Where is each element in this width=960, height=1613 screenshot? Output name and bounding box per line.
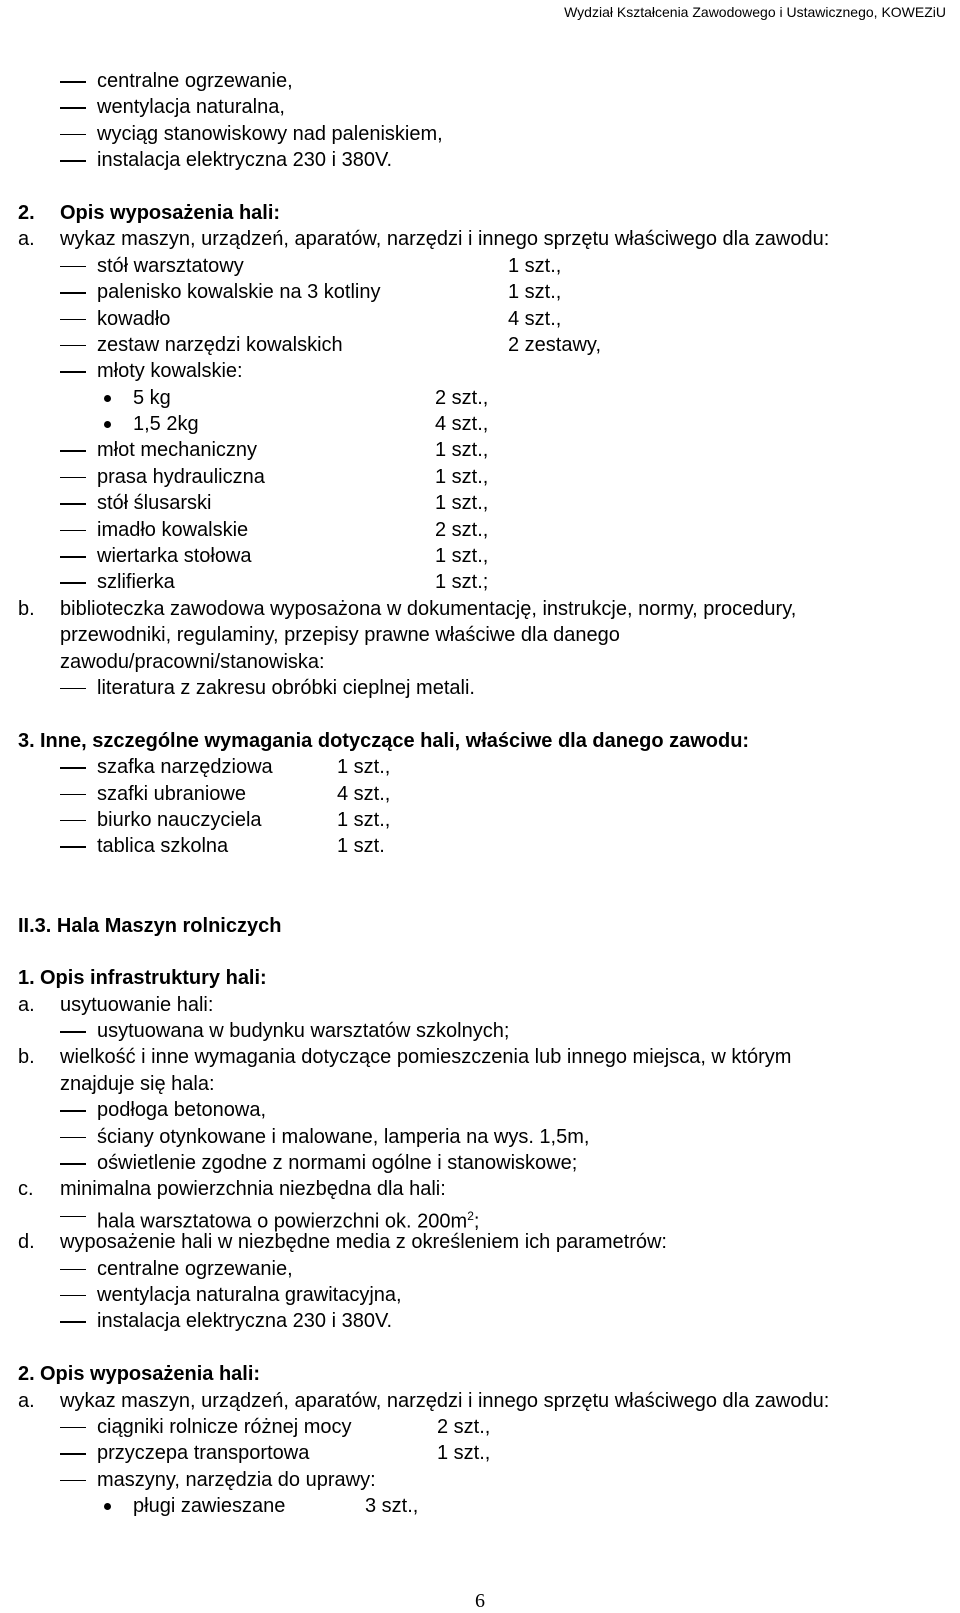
section-title: Opis wyposażenia hali: [40, 1363, 261, 1386]
list-item [0, 68, 960, 94]
equipment-row [0, 1440, 960, 1466]
equipment-quantity: 1 szt., [337, 808, 391, 831]
section-title: Opis wyposażenia hali: [60, 201, 281, 224]
subsection-text: wykaz maszyn, urządzeń, aparatów, narzędzi i innego sprzętu właściwego dla zawodu: [60, 1389, 830, 1412]
equipment-row [0, 1467, 960, 1493]
round-bullet-icon [104, 395, 111, 402]
equipment-name: stół ślusarski [97, 492, 212, 515]
subsection-label: c. [18, 1178, 34, 1201]
equipment-name: kowadło [97, 307, 171, 330]
superscript: 2 [467, 1208, 474, 1223]
equipment-name: pługi zawieszane [133, 1495, 286, 1518]
dash-bullet-icon [60, 1216, 86, 1218]
list-item [0, 1308, 960, 1334]
dash-bullet-icon [60, 503, 86, 505]
list-item-text: podłoga betonowa, [97, 1099, 267, 1122]
equipment-quantity: 2 szt., [435, 386, 489, 409]
dash-bullet-icon [60, 266, 86, 268]
subsection-text: biblioteczka zawodowa wyposażona w dokumentację, instrukcje, normy, procedury, [60, 597, 797, 620]
dash-bullet-icon [60, 846, 86, 848]
list-item [0, 147, 960, 173]
list-item [0, 1124, 960, 1150]
equipment-quantity: 1 szt., [435, 545, 489, 568]
equipment-name: wiertarka stołowa [97, 545, 252, 568]
list-item-text: wyciąg stanowiskowy nad paleniskiem, [97, 122, 443, 145]
equipment-row [0, 807, 960, 833]
equipment-subrow [0, 385, 960, 411]
dash-bullet-icon [60, 1480, 86, 1482]
equipment-name: stół warsztatowy [97, 254, 244, 277]
dash-bullet-icon [60, 1321, 86, 1323]
subsection-label: a. [18, 228, 35, 251]
equipment-name: szafka narzędziowa [97, 756, 273, 779]
list-item-text: literatura z zakresu obróbki cieplnej metali. [97, 676, 475, 699]
list-item [0, 675, 960, 701]
equipment-name: palenisko kowalskie na 3 kotliny [97, 281, 381, 304]
dash-bullet-icon [60, 292, 86, 294]
subsection-label: a. [18, 993, 35, 1016]
dash-bullet-icon [60, 688, 86, 690]
equipment-quantity: 1 szt., [435, 492, 489, 515]
equipment-row [0, 332, 960, 358]
equipment-quantity: 1 szt., [435, 465, 489, 488]
equipment-name: przyczepa transportowa [97, 1442, 310, 1465]
chapter-heading [0, 913, 960, 939]
section-heading [0, 965, 960, 991]
equipment-quantity: 4 szt., [435, 413, 489, 436]
list-item [0, 1256, 960, 1282]
equipment-row [0, 464, 960, 490]
equipment-name: prasa hydrauliczna [97, 465, 265, 488]
subsection-continuation [0, 1071, 960, 1097]
area-text: hala warsztatowa o powierzchni ok. 200m [97, 1210, 468, 1233]
subsection-label: a. [18, 1389, 35, 1412]
dash-bullet-icon [60, 345, 86, 347]
list-item-text: ściany otynkowane i malowane, lamperia na wys. 1,5m, [97, 1125, 590, 1148]
list-item-text: instalacja elektryczna 230 i 380V. [97, 1310, 392, 1333]
subsection-continuation [0, 649, 960, 675]
section-heading [0, 200, 960, 226]
list-item [0, 1097, 960, 1123]
dash-bullet-icon [60, 820, 86, 822]
dash-bullet-icon [60, 794, 86, 796]
equipment-quantity: 1 szt., [435, 439, 489, 462]
subsection [0, 596, 960, 622]
page-number: 6 [475, 1590, 485, 1612]
dash-bullet-icon [60, 556, 86, 558]
dash-bullet-icon [60, 1427, 86, 1429]
equipment-quantity: 2 szt., [435, 518, 489, 541]
dash-bullet-icon [60, 1137, 86, 1139]
subsection [0, 1229, 960, 1255]
list-item [0, 1150, 960, 1176]
dash-bullet-icon [60, 319, 86, 321]
section-heading [0, 1361, 960, 1387]
dash-bullet-icon [60, 767, 86, 769]
list-item-text: oświetlenie zgodne z normami ogólne i stanowiskowe; [97, 1152, 578, 1175]
subsection [0, 1176, 960, 1202]
dash-bullet-icon [60, 160, 86, 162]
list-item-text: wentylacja naturalna grawitacyjna, [97, 1283, 402, 1306]
dash-bullet-icon [60, 1163, 86, 1165]
equipment-row [0, 517, 960, 543]
dash-bullet-icon [60, 107, 86, 109]
dash-bullet-icon [60, 477, 86, 479]
page-header: Wydział Kształcenia Zawodowego i Ustawicznego, KOWEZiU [564, 4, 946, 20]
equipment-name: szlifierka [97, 571, 175, 594]
dash-bullet-icon [60, 530, 86, 532]
list-item-text: centralne ogrzewanie, [97, 70, 293, 92]
equipment-row [0, 569, 960, 595]
equipment-name: imadło kowalskie [97, 518, 249, 541]
list-item-text: instalacja elektryczna 230 i 380V. [97, 149, 392, 172]
equipment-name: szafki ubraniowe [97, 782, 246, 805]
subsection [0, 1388, 960, 1414]
equipment-name: młot mechaniczny [97, 439, 258, 462]
subsection-text: wielkość i inne wymagania dotyczące pomieszczenia lub innego miejsca, w którym [60, 1046, 792, 1069]
equipment-row [0, 490, 960, 516]
dash-bullet-icon [60, 450, 86, 452]
equipment-row [0, 1414, 960, 1440]
equipment-row [0, 543, 960, 569]
subsection-continuation [0, 622, 960, 648]
equipment-quantity: 4 szt., [508, 307, 562, 330]
dash-bullet-icon [60, 1031, 86, 1033]
round-bullet-icon [104, 1503, 111, 1510]
equipment-name: 1,5 2kg [133, 413, 199, 436]
list-item-text: wentylacja naturalna, [97, 96, 285, 119]
list-item-text: centralne ogrzewanie, [97, 1257, 293, 1280]
dash-bullet-icon [60, 1295, 86, 1297]
list-item [0, 1018, 960, 1044]
document-body [0, 68, 960, 1519]
subsection [0, 992, 960, 1018]
round-bullet-icon [104, 421, 111, 428]
dash-bullet-icon [60, 1269, 86, 1271]
equipment-quantity: 1 szt. [337, 835, 385, 858]
equipment-subrow [0, 411, 960, 437]
equipment-row [0, 253, 960, 279]
section-number: 2. [18, 201, 35, 224]
subsection-text: przewodniki, regulaminy, przepisy prawne właściwe dla danego [60, 624, 620, 647]
equipment-row [0, 306, 960, 332]
equipment-quantity: 1 szt., [508, 281, 562, 304]
subsection-text: znajduje się hala: [60, 1072, 215, 1095]
equipment-name: maszyny, narzędzia do uprawy: [97, 1468, 376, 1491]
equipment-name: 5 kg [133, 386, 171, 409]
dash-bullet-icon [60, 1453, 86, 1455]
equipment-quantity: 1 szt., [337, 756, 391, 779]
equipment-subrow [0, 1493, 960, 1519]
equipment-name: biurko nauczyciela [97, 808, 262, 831]
equipment-quantity: 3 szt., [365, 1495, 419, 1518]
subsection-text: wykaz maszyn, urządzeń, aparatów, narzędzi i innego sprzętu właściwego dla zawodu: [60, 228, 830, 251]
equipment-row [0, 781, 960, 807]
equipment-quantity: 1 szt., [437, 1442, 491, 1465]
subsection-text: usytuowanie hali: [60, 993, 214, 1016]
dash-bullet-icon [60, 134, 86, 136]
section-number: 2. [18, 1363, 35, 1386]
chapter-title: II.3. Hala Maszyn rolniczych [18, 914, 282, 937]
subsection [0, 1044, 960, 1070]
punctuation: ; [473, 1210, 480, 1233]
subsection-label: b. [18, 597, 35, 620]
equipment-name: tablica szkolna [97, 835, 229, 858]
equipment-row [0, 279, 960, 305]
list-item-text: usytuowana w budynku warsztatów szkolnych; [97, 1020, 510, 1043]
dash-bullet-icon [60, 371, 86, 373]
equipment-row [0, 754, 960, 780]
equipment-quantity: 2 zestawy, [508, 333, 601, 356]
equipment-quantity: 1 szt.; [435, 571, 489, 594]
equipment-row [0, 437, 960, 463]
equipment-quantity: 1 szt., [508, 254, 562, 277]
subsection-text: minimalna powierzchnia niezbędna dla hali: [60, 1178, 446, 1201]
dash-bullet-icon [60, 1110, 86, 1112]
equipment-name: ciągniki rolnicze różnej mocy [97, 1415, 352, 1438]
equipment-row [0, 358, 960, 384]
dash-bullet-icon [60, 582, 86, 584]
section-number: 3. [18, 729, 35, 752]
equipment-name: zestaw narzędzi kowalskich [97, 333, 343, 356]
equipment-row [0, 833, 960, 859]
subsection-text: wyposażenie hali w niezbędne media z określeniem ich parametrów: [60, 1231, 667, 1254]
section-heading [0, 728, 960, 754]
section-title: Opis infrastruktury hali: [40, 967, 267, 990]
list-item [0, 1282, 960, 1308]
equipment-quantity: 4 szt., [337, 782, 391, 805]
list-item [0, 1203, 960, 1233]
subsection-text: zawodu/pracowni/stanowiska: [60, 650, 325, 673]
equipment-quantity: 2 szt., [437, 1415, 491, 1438]
subsection-label: d. [18, 1231, 35, 1254]
dash-bullet-icon [60, 81, 86, 83]
list-item [0, 121, 960, 147]
list-item [0, 94, 960, 120]
equipment-name: młoty kowalskie: [97, 360, 243, 383]
subsection-label: b. [18, 1046, 35, 1069]
section-number: 1. [18, 967, 35, 990]
section-title: Inne, szczególne wymagania dotyczące hali, właściwe dla danego zawodu: [40, 729, 750, 752]
subsection [0, 226, 960, 252]
